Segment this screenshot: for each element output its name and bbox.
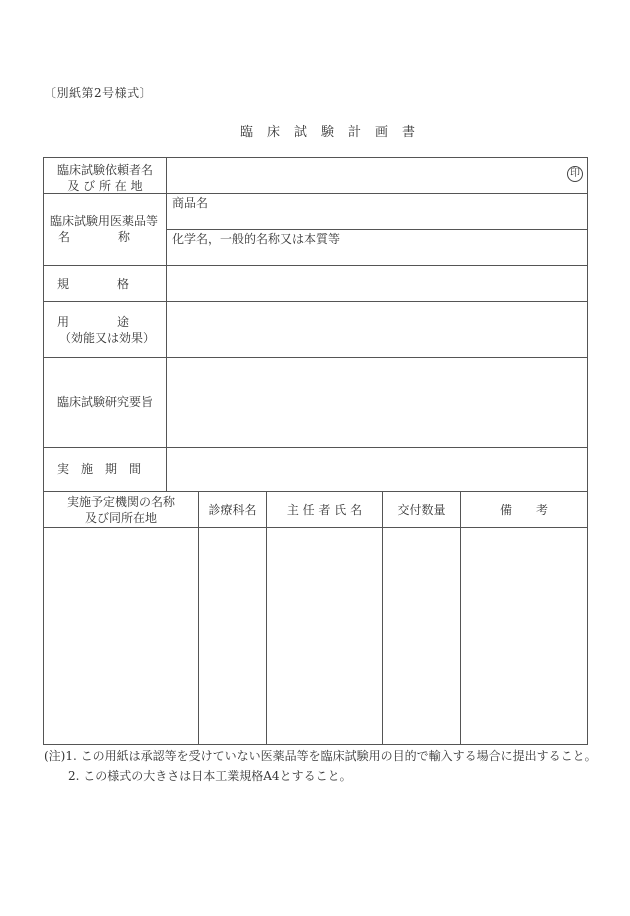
seal-mark-icon: 印 (567, 166, 583, 182)
period-field[interactable] (167, 448, 587, 491)
requester-field[interactable] (167, 158, 587, 193)
usage-field[interactable] (167, 302, 587, 357)
header-institution: 実施予定機関の名称 及び同所在地 (66, 495, 175, 525)
period-label: 実 施 期 間 (57, 462, 142, 476)
product-name-field-label: 商品名 (172, 196, 209, 210)
investigator-field[interactable] (267, 528, 382, 744)
remarks-field[interactable] (461, 528, 587, 744)
usage-label: 用 途 （効能又は効果） (57, 315, 156, 345)
chemical-name-field-label: 化学名，一般的名称又は本質等 (172, 232, 341, 246)
specification-label: 規 格 (57, 277, 130, 291)
header-department: 診療科名 (208, 503, 257, 517)
document-title: 臨床試験計画書 (240, 125, 430, 140)
drug-name-label: 臨床試験用医薬品等 名 称 (50, 214, 159, 244)
specification-field[interactable] (167, 266, 587, 301)
note-item-2: 2. この様式の大きさは日本工業規格A4とすること。 (68, 769, 352, 783)
header-quantity: 交付数量 (397, 503, 446, 517)
form-number-label: 〔別紙第2号様式〕 (44, 86, 153, 100)
note-item-1: 1. この用紙は承認等を受けていない医薬品等を臨床試験用の目的で輸入する場合に提出すること。 (65, 749, 597, 763)
study-summary-label: 臨床試験研究要旨 (57, 395, 154, 409)
requester-label: 臨床試験依頼者名 及 び 所 在 地 (56, 163, 153, 193)
institution-field[interactable] (44, 528, 198, 744)
study-summary-field[interactable] (167, 358, 587, 447)
header-investigator: 主 任 者 氏 名 (286, 503, 363, 517)
notes (44, 746, 597, 786)
quantity-field[interactable] (383, 528, 460, 744)
notes-prefix: (注) (44, 749, 66, 763)
department-field[interactable] (199, 528, 266, 744)
header-remarks: 備 考 (499, 503, 548, 517)
